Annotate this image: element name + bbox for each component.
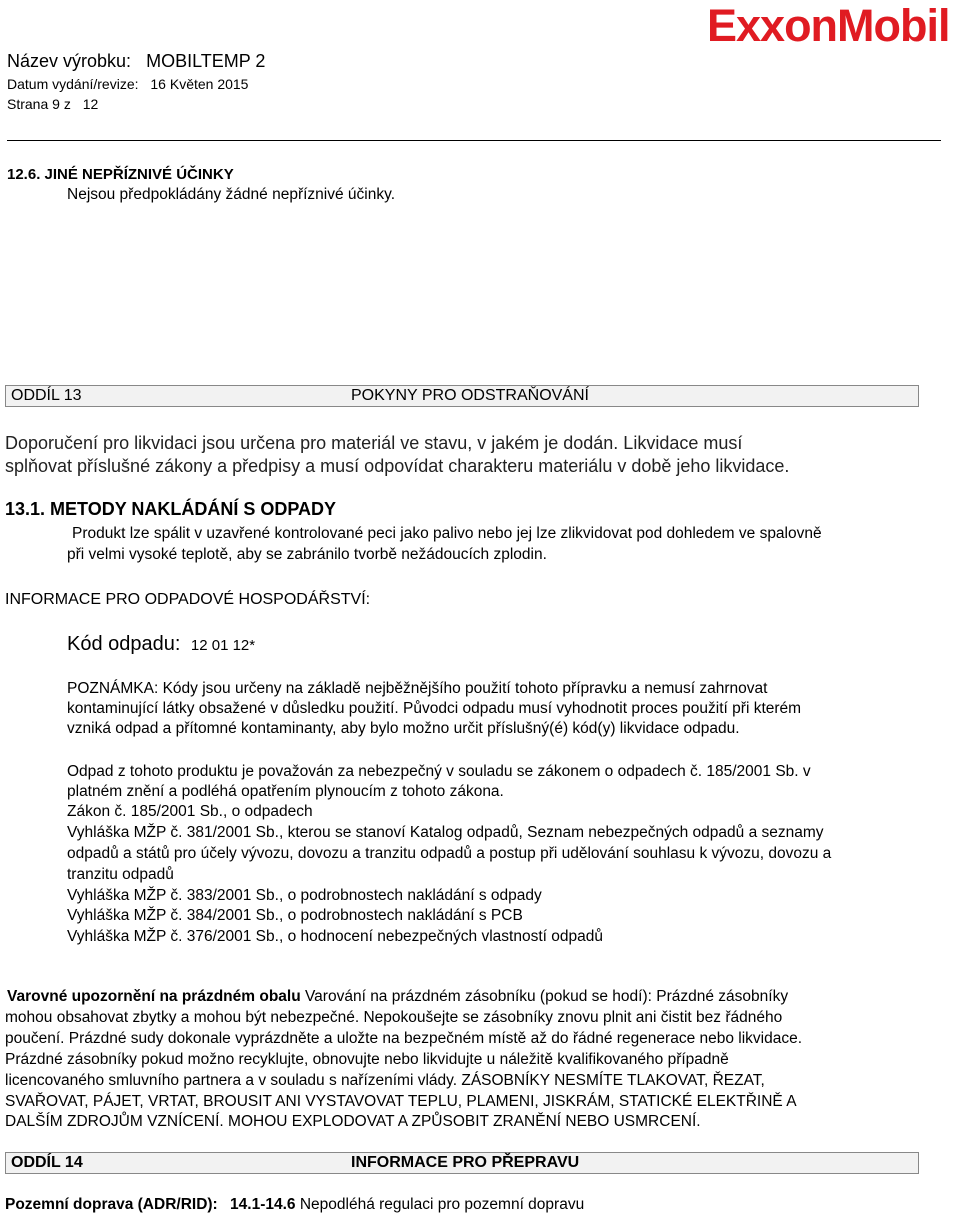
methods-line-2: při velmi vysoké teplotě, aby se zabránilo tvorbě nežádoucích zplodin.	[67, 546, 547, 563]
waste-code-line	[67, 633, 255, 656]
law-line-4-rest: , kterou se stanoví Katalog odpadů, Seznam nebezpečných odpadů a seznamy	[278, 824, 824, 841]
product-name-line	[7, 51, 265, 72]
waste-code-label: Kód odpadu:	[67, 633, 181, 655]
law-line-7-rest: , o podrobnostech nakládání s odpady	[278, 887, 542, 904]
land-transport-ref: 14.1-14.6	[230, 1196, 296, 1213]
page-line	[7, 96, 98, 112]
disposal-intro-line-1: Doporučení pro likvidaci jsou určena pro materiál ve stavu, v jakém je dodán. Likvidace musí	[5, 433, 743, 453]
law-link-383: Vyhláška MŽP č. 383/2001 Sb.	[67, 887, 279, 904]
date-label: Datum vydání/revize:	[7, 76, 139, 92]
section-13-header	[5, 385, 919, 407]
law-line-9	[67, 927, 603, 948]
note-line-3: vzniká odpad a přítomné kontaminanty, aby bylo možno určit příslušný(é) kód(y) likvidace odpadu.	[67, 720, 740, 737]
exxonmobil-logo: ExxonMobil	[707, 0, 950, 51]
date-line	[7, 76, 248, 92]
land-transport-label: Pozemní doprava (ADR/RID):	[5, 1196, 218, 1213]
s12-6-text: Nejsou předpokládány žádné nepříznivé účinky.	[67, 186, 395, 203]
waste-info-heading: INFORMACE PRO ODPADOVÉ HOSPODÁŘSTVÍ:	[5, 591, 371, 608]
law-link-376: Vyhláška MŽP č. 376/2001 Sb.	[67, 928, 279, 945]
law-link-384: Vyhláška MŽP č. 384/2001 Sb.	[67, 907, 279, 924]
s12-6-heading: 12.6. JINÉ NEPŘÍZNIVÉ ÚČINKY	[7, 166, 234, 183]
warning-line-5: licencovaného smluvního partnera a v souladu s nařízeními vlády. ZÁSOBNÍKY NESMÍTE TLAKOVAT, ŘEZAT,	[5, 1072, 765, 1089]
page-value: 12	[82, 96, 99, 112]
note-line-2: kontaminující látky obsažené v důsledku použití. Původci odpadu musí vyhodnotit proces použití při kterém	[67, 700, 802, 717]
page-label: Strana 9 z	[7, 96, 71, 112]
law-line-7	[67, 886, 542, 907]
law-line-4	[67, 823, 824, 844]
section-14-header	[5, 1152, 919, 1174]
methods-heading: 13.1. METODY NAKLÁDÁNÍ S ODPADY	[5, 499, 337, 519]
law-line-1: Odpad z tohoto produktu je považován za nebezpečný v souladu se zákonem o odpadech č. 185/2001 Sb. v	[67, 763, 811, 780]
note-line-1: POZNÁMKA: Kódy jsou určeny na základě nejběžnějšího použití tohoto přípravku a nemusí zahrnovat	[67, 680, 768, 697]
law-line-9-rest: , o hodnocení nebezpečných vlastností odpadů	[278, 928, 603, 945]
law-line-5: odpadů a států pro účely vývozu, dovozu a tranzitu odpadů a postup při udělování souhlasu k vývozu, dovozu a	[67, 845, 832, 862]
law-line-8	[67, 906, 523, 927]
waste-code-value: 12 01 12*	[190, 637, 256, 654]
warning-line-3: poučení. Prázdné sudy dokonale vyprázdněte a uložte na bezpečném místě až do řádné regenerace nebo likvidace.	[5, 1030, 803, 1047]
law-line-3-rest: , o odpadech	[222, 803, 313, 820]
section-13-number: ODDÍL 13	[11, 387, 82, 404]
warning-line-1	[7, 987, 788, 1008]
law-line-8-rest: , o podrobnostech nakládání s PCB	[278, 907, 523, 924]
warning-line-7: DALŠÍM ZDROJŮM VZNÍCENÍ. MOHOU EXPLODOVAT A ZPŮSOBIT ZRANĚNÍ NEBO USMRCENÍ.	[5, 1113, 701, 1130]
warning-heading: Varovné upozornění na prázdném obalu	[7, 988, 301, 1005]
date-value: 16 Květen 2015	[150, 76, 249, 92]
header-divider	[7, 140, 941, 141]
product-label: Název výrobku:	[7, 51, 132, 71]
law-link-381: Vyhláška MŽP č. 381/2001 Sb.	[67, 824, 279, 841]
law-line-3	[67, 802, 313, 823]
warning-line-6: SVAŘOVAT, PÁJET, VRTAT, BROUSIT ANI VYSTAVOVAT TEPLU, PLAMENI, JISKRÁM, STATICKÉ ELEKTŘINĚ A	[5, 1093, 797, 1110]
land-transport-text: Nepodléhá regulaci pro pozemní dopravu	[299, 1196, 585, 1213]
warning-line-2: mohou obsahovat zbytky a mohou být nebezpečné. Nepokoušejte se zásobníky znovu plnit ani čistit bez řádného	[5, 1009, 783, 1026]
law-line-2: platném znění a podléhá opatřením plynoucím z tohoto zákona.	[67, 783, 504, 800]
section-14-title: INFORMACE PRO PŘEPRAVU	[351, 1154, 580, 1171]
section-14-number: ODDÍL 14	[11, 1154, 83, 1171]
land-transport-line	[5, 1195, 584, 1216]
law-line-6: tranzitu odpadů	[67, 866, 174, 883]
warning-line-4: Prázdné zásobníky pokud možno recyklujte, obnovujte nebo likvidujte u náležitě kvalifikovaného případně	[5, 1051, 729, 1068]
warning-line-1-rest: Varování na prázdném zásobníku (pokud se hodí): Prázdné zásobníky	[300, 988, 789, 1005]
methods-line-1: Produkt lze spálit v uzavřené kontrolované peci jako palivo nebo jej lze zlikvidovat pod dohledem ve spalovně	[72, 525, 822, 542]
law-link-185: Zákon č. 185/2001 Sb.	[67, 803, 223, 820]
section-13-title: POKYNY PRO ODSTRAŇOVÁNÍ	[351, 387, 589, 404]
product-name: MOBILTEMP 2	[146, 51, 266, 71]
disposal-intro-line-2: splňovat příslušné zákony a předpisy a musí odpovídat charakteru materiálu v době jeho likvidace.	[5, 456, 790, 476]
